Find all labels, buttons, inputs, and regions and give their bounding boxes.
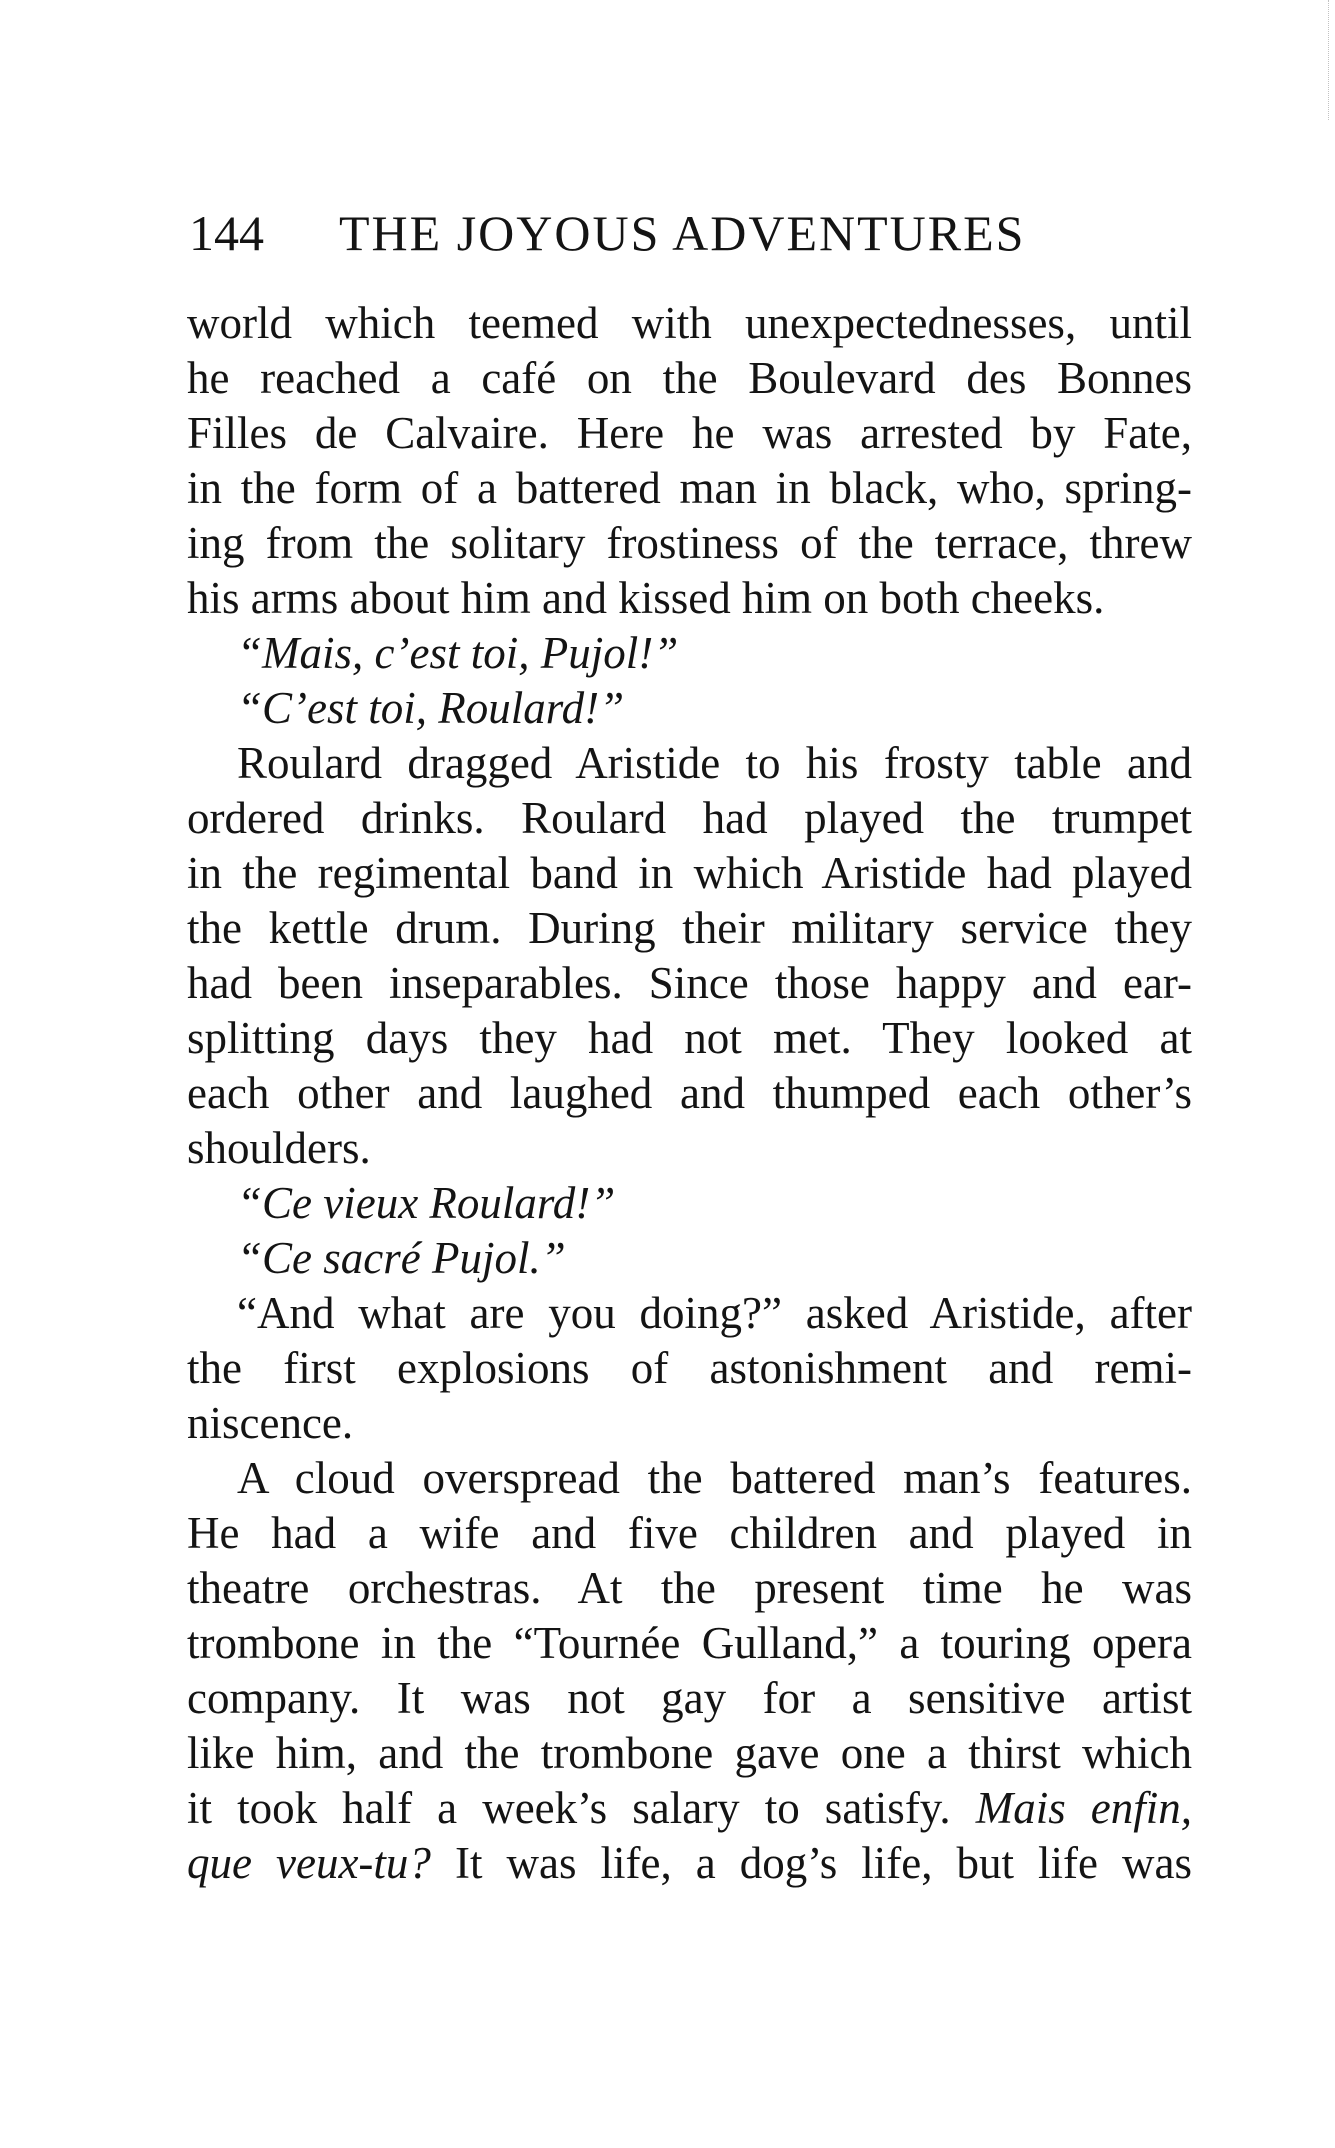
text-run: it took half a week’s salary to satisfy. — [187, 1783, 951, 1833]
text-line: in the regimental band in which Aristide had played — [187, 848, 1192, 898]
text-line: the first explosions of astonishment and remi- — [187, 1343, 1192, 1393]
italic-phrase: Mais enfin, — [975, 1783, 1193, 1833]
text-line: A cloud overspread the battered man’s features. — [237, 1453, 1192, 1503]
text-line: ing from the solitary frostiness of the terrace, threw — [187, 518, 1192, 568]
text-line: ordered drinks. Roulard had played the trumpet — [187, 793, 1192, 843]
text-line: “And what are you doing?” asked Aristide, after — [237, 1288, 1192, 1338]
text-line: trombone in the “Tournée Gulland,” a touring opera — [187, 1618, 1192, 1668]
text-run: It was life, a dog’s life, but life was — [454, 1838, 1192, 1888]
text-line: world which teemed with unexpectednesses, until — [187, 298, 1192, 348]
text-line: theatre orchestras. At the present time he was — [187, 1563, 1192, 1613]
text-line: his arms about him and kissed him on both cheeks. — [187, 573, 1105, 623]
running-header — [189, 203, 1199, 263]
dialogue-line: “Ce sacré Pujol.” — [237, 1233, 566, 1283]
page-edge-mark — [1328, 0, 1335, 120]
text-line: the kettle drum. During their military service they — [187, 903, 1192, 953]
dialogue-line: “Mais, c’est toi, Pujol!” — [237, 628, 679, 678]
text-line: He had a wife and five children and played in — [187, 1508, 1192, 1558]
text-line: splitting days they had not met. They looked at — [187, 1013, 1192, 1063]
running-title: THE JOYOUS ADVENTURES — [339, 205, 1026, 261]
page-number: 144 — [189, 205, 264, 261]
italic-phrase: que veux-tu? — [187, 1838, 431, 1888]
text-line — [187, 1781, 1192, 1836]
text-line: in the form of a battered man in black, who, spring- — [187, 463, 1192, 513]
text-line: each other and laughed and thumped each other’s — [187, 1068, 1192, 1118]
body-text — [187, 296, 1192, 1891]
text-line: Roulard dragged Aristide to his frosty table and — [237, 738, 1192, 788]
text-line: shoulders. — [187, 1123, 371, 1173]
dialogue-line: “C’est toi, Roulard!” — [237, 683, 625, 733]
text-line: niscence. — [187, 1398, 354, 1448]
text-line: like him, and the trombone gave one a thirst which — [187, 1728, 1192, 1778]
text-line: he reached a café on the Boulevard des Bonnes — [187, 353, 1192, 403]
dialogue-line: “Ce vieux Roulard!” — [237, 1178, 616, 1228]
text-line: had been inseparables. Since those happy and ear- — [187, 958, 1192, 1008]
text-line — [187, 1836, 1192, 1891]
text-line: company. It was not gay for a sensitive artist — [187, 1673, 1192, 1723]
text-line: Filles de Calvaire. Here he was arrested by Fate, — [187, 408, 1192, 458]
